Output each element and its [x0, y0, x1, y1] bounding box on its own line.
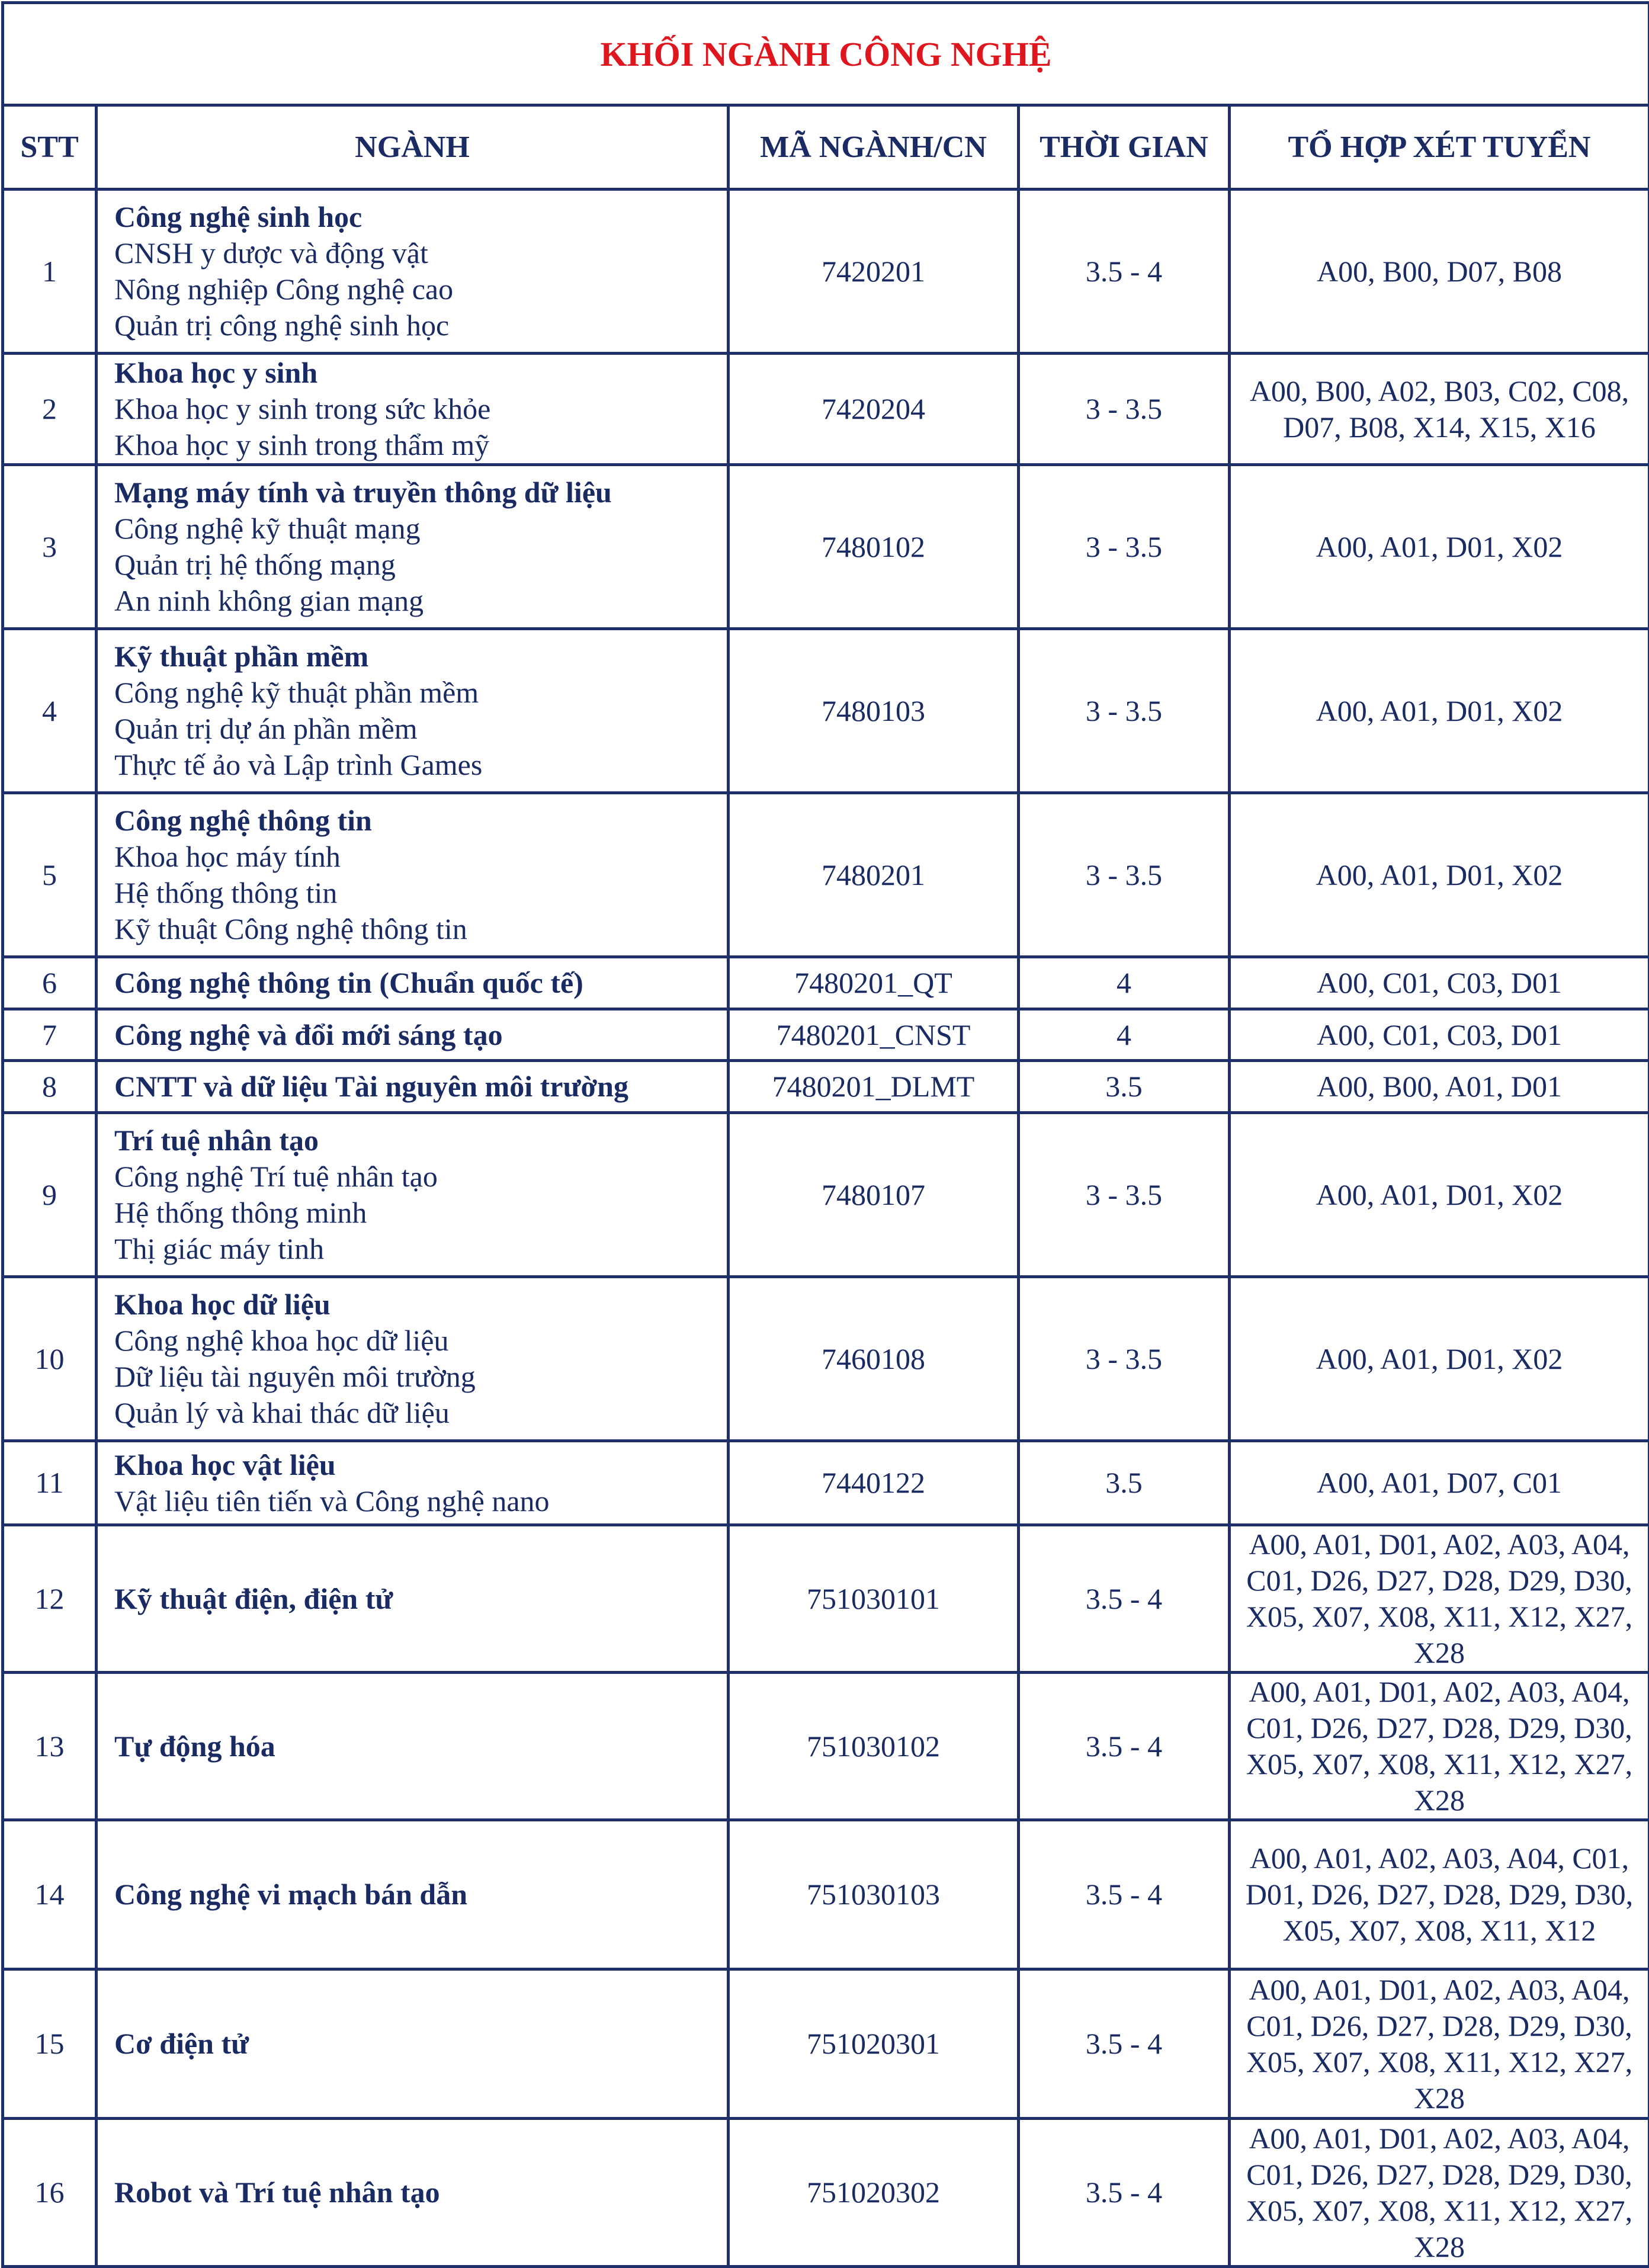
- row-major-cell: [97, 1441, 729, 1525]
- majors-table: [1, 1, 1649, 2268]
- row-combinations: A00, C01, C03, D01: [1230, 957, 1649, 1009]
- row-code: 7480201: [729, 793, 1019, 957]
- specialization-item: Hệ thống thông tin: [114, 875, 717, 911]
- row-duration: 4: [1019, 1009, 1230, 1061]
- row-duration: 3.5 - 4: [1019, 1969, 1230, 2119]
- row-code: 7480201_CNST: [729, 1009, 1019, 1061]
- row-major-cell: [97, 1673, 729, 1820]
- specialization-item: Hệ thống thông minh: [114, 1195, 717, 1231]
- row-duration: 3.5 - 4: [1019, 1525, 1230, 1673]
- row-combinations: A00, A01, D01, A02, A03, A04, C01, D26, D27, D28, D29, D30, X05, X07, X08, X11, X12, X27, X28: [1230, 1673, 1649, 1820]
- row-major-cell: [97, 465, 729, 629]
- specialization-item: Kỹ thuật Công nghệ thông tin: [114, 911, 717, 947]
- row-stt: 6: [3, 957, 97, 1009]
- major-name: Mạng máy tính và truyền thông dữ liệu: [114, 474, 717, 511]
- row-code: 7480103: [729, 629, 1019, 793]
- row-code: 751030101: [729, 1525, 1019, 1673]
- row-major-cell: [97, 629, 729, 793]
- row-code: 7440122: [729, 1441, 1019, 1525]
- row-duration: 3.5 - 4: [1019, 2119, 1230, 2267]
- row-code: 7480201_QT: [729, 957, 1019, 1009]
- table-title: KHỐI NGÀNH CÔNG NGHỆ: [3, 3, 1649, 105]
- row-combinations: A00, A01, D01, X02: [1230, 1277, 1649, 1441]
- header-code: MÃ NGÀNH/CN: [729, 105, 1019, 190]
- major-name: CNTT và dữ liệu Tài nguyên môi trường: [114, 1069, 717, 1105]
- row-major-cell: [97, 1277, 729, 1441]
- major-name: Công nghệ thông tin (Chuẩn quốc tế): [114, 965, 717, 1001]
- row-stt: 16: [3, 2119, 97, 2267]
- row-duration: 3.5: [1019, 1441, 1230, 1525]
- row-combinations: A00, A01, D07, C01: [1230, 1441, 1649, 1525]
- row-major-cell: [97, 2119, 729, 2267]
- major-name: Kỹ thuật phần mềm: [114, 639, 717, 675]
- table-row: [3, 1441, 1649, 1525]
- specialization-item: Khoa học y sinh trong sức khỏe: [114, 391, 717, 427]
- row-combinations: A00, A01, D01, A02, A03, A04, C01, D26, D27, D28, D29, D30, X05, X07, X08, X11, X12, X27, X28: [1230, 2119, 1649, 2267]
- row-duration: 3 - 3.5: [1019, 354, 1230, 465]
- specialization-item: An ninh không gian mạng: [114, 583, 717, 619]
- row-code: 7480201_DLMT: [729, 1061, 1019, 1113]
- row-stt: 3: [3, 465, 97, 629]
- row-stt: 15: [3, 1969, 97, 2119]
- table-row: [3, 1820, 1649, 1969]
- row-stt: 11: [3, 1441, 97, 1525]
- header-stt: STT: [3, 105, 97, 190]
- specialization-item: Dữ liệu tài nguyên môi trường: [114, 1359, 717, 1395]
- header-duration: THỜI GIAN: [1019, 105, 1230, 190]
- row-code: 751030102: [729, 1673, 1019, 1820]
- specialization-item: Thị giác máy tinh: [114, 1231, 717, 1267]
- row-stt: 2: [3, 354, 97, 465]
- specialization-item: Công nghệ kỹ thuật phần mềm: [114, 675, 717, 711]
- major-name: Trí tuệ nhân tạo: [114, 1122, 717, 1159]
- row-stt: 4: [3, 629, 97, 793]
- row-duration: 3 - 3.5: [1019, 1113, 1230, 1277]
- specialization-item: Quản trị công nghệ sinh học: [114, 307, 717, 344]
- table-row: [3, 1009, 1649, 1061]
- row-major-cell: [97, 957, 729, 1009]
- row-code: 7480102: [729, 465, 1019, 629]
- major-name: Công nghệ vi mạch bán dẫn: [114, 1876, 717, 1913]
- row-stt: 7: [3, 1009, 97, 1061]
- row-major-cell: [97, 190, 729, 354]
- specialization-item: CNSH y dược và động vật: [114, 235, 717, 271]
- major-name: Tự động hóa: [114, 1728, 717, 1765]
- header-major: NGÀNH: [97, 105, 729, 190]
- row-combinations: A00, A01, D01, X02: [1230, 793, 1649, 957]
- row-major-cell: [97, 1061, 729, 1113]
- admissions-table-document: [1, 1, 1648, 2264]
- row-code: 7420201: [729, 190, 1019, 354]
- specialization-item: Thực tế ảo và Lập trình Games: [114, 747, 717, 783]
- table-row: [3, 354, 1649, 465]
- table-row: [3, 2119, 1649, 2267]
- specialization-item: Nông nghiệp Công nghệ cao: [114, 271, 717, 307]
- row-combinations: A00, A01, A02, A03, A04, C01, D01, D26, D27, D28, D29, D30, X05, X07, X08, X11, X12: [1230, 1820, 1649, 1969]
- row-stt: 8: [3, 1061, 97, 1113]
- table-row: [3, 1969, 1649, 2119]
- row-major-cell: [97, 1113, 729, 1277]
- major-name: Kỹ thuật điện, điện tử: [114, 1581, 717, 1617]
- row-stt: 1: [3, 190, 97, 354]
- specialization-item: Quản trị hệ thống mạng: [114, 547, 717, 583]
- row-duration: 4: [1019, 957, 1230, 1009]
- row-combinations: A00, A01, D01, A02, A03, A04, C01, D26, D27, D28, D29, D30, X05, X07, X08, X11, X12, X27, X28: [1230, 1969, 1649, 2119]
- row-major-cell: [97, 1009, 729, 1061]
- specialization-item: Khoa học y sinh trong thẩm mỹ: [114, 427, 717, 463]
- row-combinations: A00, B00, A01, D01: [1230, 1061, 1649, 1113]
- row-combinations: A00, B00, D07, B08: [1230, 190, 1649, 354]
- row-stt: 9: [3, 1113, 97, 1277]
- table-row: [3, 1673, 1649, 1820]
- major-name: Công nghệ và đổi mới sáng tạo: [114, 1017, 717, 1053]
- table-row: [3, 1277, 1649, 1441]
- row-combinations: A00, A01, D01, X02: [1230, 1113, 1649, 1277]
- major-name: Cơ điện tử: [114, 2026, 717, 2062]
- specialization-item: Công nghệ khoa học dữ liệu: [114, 1323, 717, 1359]
- specialization-item: Quản trị dự án phần mềm: [114, 711, 717, 747]
- row-code: 751020301: [729, 1969, 1019, 2119]
- table-row: [3, 957, 1649, 1009]
- row-stt: 5: [3, 793, 97, 957]
- row-combinations: A00, A01, D01, X02: [1230, 629, 1649, 793]
- specialization-item: Khoa học máy tính: [114, 839, 717, 875]
- table-row: [3, 1061, 1649, 1113]
- table-row: [3, 190, 1649, 354]
- row-major-cell: [97, 1969, 729, 2119]
- row-duration: 3.5 - 4: [1019, 1673, 1230, 1820]
- row-duration: 3 - 3.5: [1019, 1277, 1230, 1441]
- row-code: 7480107: [729, 1113, 1019, 1277]
- row-duration: 3 - 3.5: [1019, 465, 1230, 629]
- header-combinations: TỔ HỢP XÉT TUYỂN: [1230, 105, 1649, 190]
- major-name: Công nghệ sinh học: [114, 199, 717, 235]
- row-major-cell: [97, 793, 729, 957]
- table-row: [3, 1525, 1649, 1673]
- row-stt: 12: [3, 1525, 97, 1673]
- header-row: [3, 105, 1649, 190]
- row-stt: 10: [3, 1277, 97, 1441]
- table-row: [3, 465, 1649, 629]
- row-stt: 14: [3, 1820, 97, 1969]
- specialization-item: Vật liệu tiên tiến và Công nghệ nano: [114, 1483, 717, 1519]
- row-combinations: A00, C01, C03, D01: [1230, 1009, 1649, 1061]
- row-code: 751020302: [729, 2119, 1019, 2267]
- row-combinations: A00, A01, D01, X02: [1230, 465, 1649, 629]
- row-duration: 3 - 3.5: [1019, 793, 1230, 957]
- row-duration: 3.5: [1019, 1061, 1230, 1113]
- title-row: [3, 3, 1649, 105]
- row-major-cell: [97, 354, 729, 465]
- row-major-cell: [97, 1820, 729, 1969]
- specialization-item: Công nghệ Trí tuệ nhân tạo: [114, 1159, 717, 1195]
- row-combinations: A00, B00, A02, B03, C02, C08, D07, B08, X14, X15, X16: [1230, 354, 1649, 465]
- major-name: Công nghệ thông tin: [114, 803, 717, 839]
- specialization-item: Quản lý và khai thác dữ liệu: [114, 1395, 717, 1431]
- row-stt: 13: [3, 1673, 97, 1820]
- row-major-cell: [97, 1525, 729, 1673]
- specialization-item: Công nghệ kỹ thuật mạng: [114, 511, 717, 547]
- row-duration: 3.5 - 4: [1019, 1820, 1230, 1969]
- major-name: Khoa học dữ liệu: [114, 1287, 717, 1323]
- major-name: Khoa học vật liệu: [114, 1447, 717, 1483]
- major-name: Khoa học y sinh: [114, 355, 717, 391]
- table-row: [3, 1113, 1649, 1277]
- row-code: 7460108: [729, 1277, 1019, 1441]
- table-body: [3, 190, 1649, 2267]
- row-code: 751030103: [729, 1820, 1019, 1969]
- table-row: [3, 793, 1649, 957]
- row-duration: 3.5 - 4: [1019, 190, 1230, 354]
- row-duration: 3 - 3.5: [1019, 629, 1230, 793]
- row-combinations: A00, A01, D01, A02, A03, A04, C01, D26, D27, D28, D29, D30, X05, X07, X08, X11, X12, X27, X28: [1230, 1525, 1649, 1673]
- table-row: [3, 629, 1649, 793]
- major-name: Robot và Trí tuệ nhân tạo: [114, 2174, 717, 2211]
- row-code: 7420204: [729, 354, 1019, 465]
